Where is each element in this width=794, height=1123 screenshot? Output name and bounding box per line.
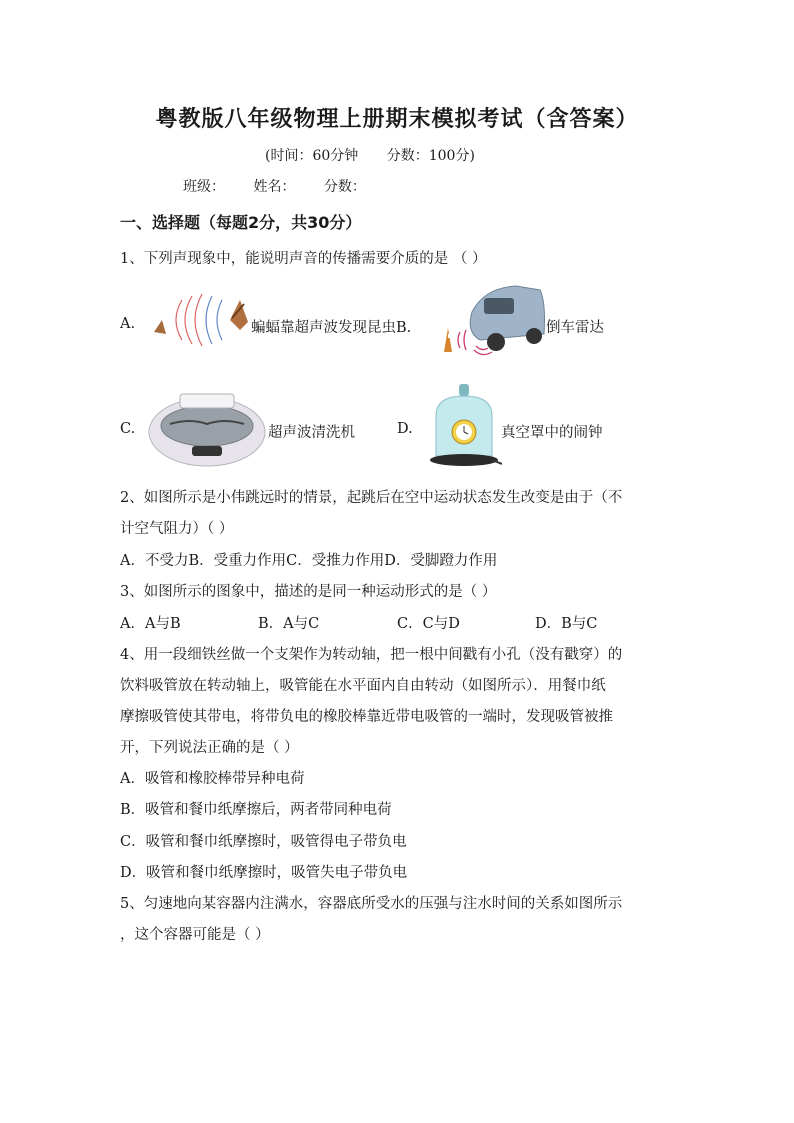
q4-option-d: D．吸管和餐巾纸摩擦时，吸管失电子带负电 xyxy=(120,865,408,881)
q3-stem: 3、如图所示的图象中，描述的是同一种运动形式的是（ ） xyxy=(120,584,497,600)
q1-option-c-letter: C. xyxy=(120,421,136,437)
q1-option-b-text: 倒车雷达 xyxy=(546,320,604,336)
bat-insect-image xyxy=(152,290,252,350)
q4-stem-line1: 4、用一段细铁丝做一个支架作为转动轴，把一根中间戳有小孔（没有戳穿）的 xyxy=(120,647,623,663)
exam-time: (时间：60分钟 xyxy=(265,148,359,164)
q3-option-a: A．A与B xyxy=(120,616,181,632)
q4-stem-line3: 摩擦吸管使其带电，将带负电的橡胶棒靠近带电吸管的一端时，发现吸管被推 xyxy=(120,709,613,725)
q4-stem-line2: 饮料吸管放在转动轴上，吸管能在水平面内自由转动（如图所示）．用餐巾纸 xyxy=(120,678,606,694)
student-info xyxy=(183,176,390,196)
q4-option-b: B．吸管和餐巾纸摩擦后，两者带同种电荷 xyxy=(120,802,392,818)
page-title: 粤教版八年级物理上册期末模拟考试（含答案） xyxy=(155,107,639,132)
score-label: 分数： xyxy=(323,179,366,195)
q1-option-c-text: 超声波清洗机 xyxy=(268,425,355,441)
q2-stem-line2: 计空气阻力）（ ） xyxy=(120,521,234,537)
class-label: 班级： xyxy=(183,179,225,195)
q1-stem: 1、下列声现象中，能说明声音的传播需要介质的是 （ ） xyxy=(120,251,487,267)
q3-option-c: C．C与D xyxy=(397,616,460,632)
car-radar-image xyxy=(436,282,548,358)
q4-option-c: C．吸管和餐巾纸摩擦时，吸管得电子带负电 xyxy=(120,834,407,850)
q1-option-a-text: 蝙蝠靠超声波发现昆虫B. xyxy=(251,320,412,336)
vacuum-jar-clock-image xyxy=(426,382,502,472)
ultrasonic-cleaner-image xyxy=(146,390,268,470)
q1-option-d-text: 真空罩中的闹钟 xyxy=(501,425,603,441)
name-label: 姓名： xyxy=(253,179,296,195)
exam-score: 分数：100分) xyxy=(386,148,475,164)
q4-stem-line4: 开，下列说法正确的是（ ） xyxy=(120,740,299,756)
q5-stem-line1: 5、匀速地向某容器内注满水，容器底所受水的压强与注水时间的关系如图所示 xyxy=(120,896,623,912)
q1-option-a-letter: A. xyxy=(120,316,136,332)
q1-option-d-letter: D. xyxy=(397,421,413,437)
q2-options: A．不受力B．受重力作用C．受推力作用D．受脚蹬力作用 xyxy=(120,553,498,569)
exam-meta xyxy=(265,145,475,165)
q3-option-d: D．B与C xyxy=(535,616,598,632)
q4-option-a: A．吸管和橡胶棒带异种电荷 xyxy=(120,771,305,787)
q2-stem-line1: 2、如图所示是小伟跳远时的情景，起跳后在空中运动状态发生改变是由于（不 xyxy=(120,490,623,506)
section-heading: 一、选择题（每题2分，共30分） xyxy=(120,213,362,232)
q5-stem-line2: ，这个容器可能是（ ） xyxy=(120,927,270,943)
q3-option-b: B．A与C xyxy=(258,616,320,632)
